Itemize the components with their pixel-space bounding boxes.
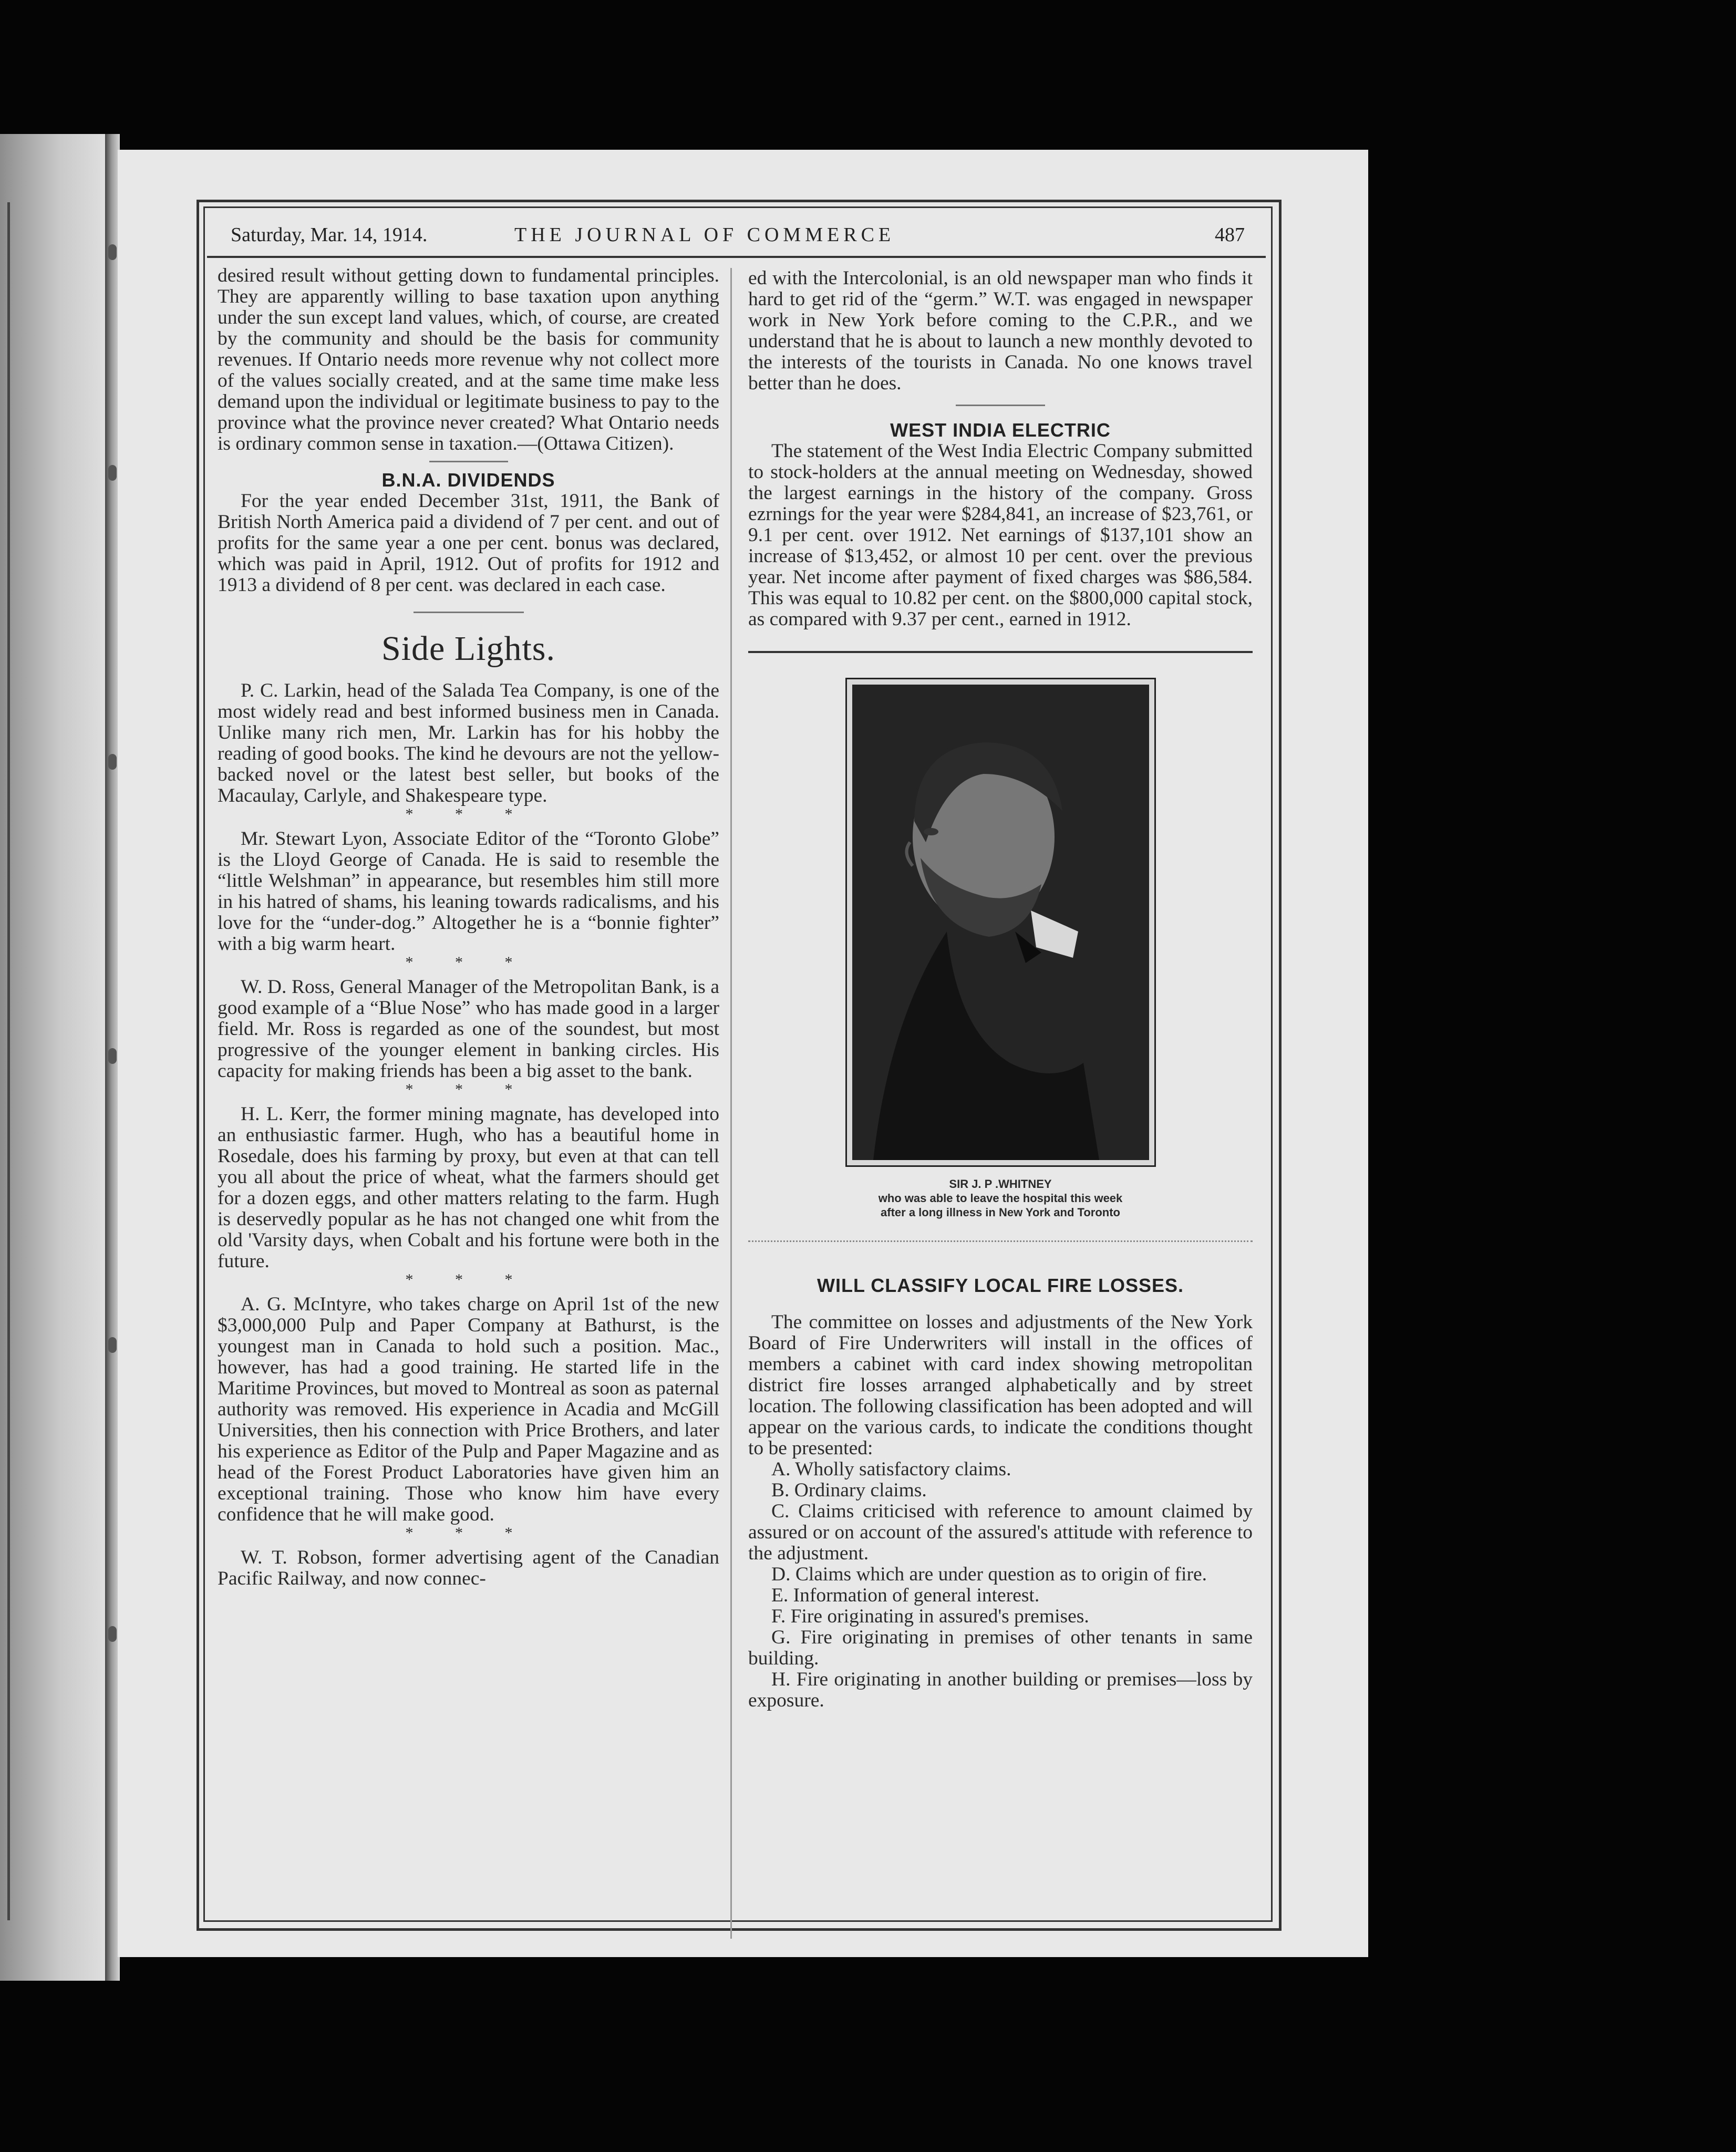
portrait-photo — [847, 679, 1154, 1165]
right-column — [748, 268, 1253, 1711]
adjacent-page-border — [7, 202, 10, 1920]
article-continuation: desired result without getting down to fundamental principles. They are apparently willing to base taxation upon anything under the sun except land values, which, of course, are created by the community and should be the basis for community revenues. If Ontario needs more revenue why not collect more of the values socially created, and at the same time make less demand upon the individual or legitimate business to pay to the province what the province never created? What Ontario needs is ordinary common sense in taxation.—(Ottawa Citizen). — [218, 265, 719, 454]
bna-dividends-heading: B.N.A. DIVIDENDS — [381, 469, 555, 491]
west-india-electric-heading: WEST INDIA ELECTRIC — [890, 419, 1111, 441]
running-header — [231, 223, 1245, 255]
side-light-lyon: Mr. Stewart Lyon, Associate Editor of the “Toronto Globe” is the Lloyd George of Canada. He is said to resemble the “little Welshman” in appearance, but resembles him still more in his hatred of shams, his leaning towards radicalisms, and his love for the “under-dog.” Altogether he is a “bonnie fighter” with a big warm heart. — [218, 828, 719, 955]
fire-loss-item: H. Fire originating in another building or premises—loss by exposure. — [748, 1669, 1253, 1711]
fire-losses-intro: The committee on losses and adjustments of the New York Board of Fire Underwriters will install in the offices of members a cabinet with card index showing metropolitan district fire losses arranged alphabetically and by street location. The following classification has been adopted and will appear on the various cards, to indicate the conditions thought to be presented: — [748, 1311, 1253, 1459]
side-light-robson: W. T. Robson, former advertising agent of the Canadian Pacific Railway, and now connec- — [218, 1547, 719, 1589]
side-light-mcintyre: A. G. McIntyre, who takes charge on April 1st of the new $3,000,000 Pulp and Paper Company at Bathurst, is the youngest man in Canada to hold such a position. Mac., however, has had a good training. He started life in the Maritime Provinces, but moved to Montreal as soon as paternal authority was removed. His experience in Acadia and McGill Universities, then his connection with Price Brothers, and later his experience as Editor of the Pulp and Paper Magazine and as head of the Forest Product Laboratories have given him an exceptional training. Those who know him have every confidence that he will make good. — [218, 1294, 719, 1525]
fire-loss-item: A. Wholly satisfactory claims. — [771, 1458, 1011, 1480]
binding-stitch — [108, 244, 117, 260]
separator-stars: * * * — [405, 1524, 532, 1541]
robson-continued: ed with the Intercolonial, is an old newspaper man who finds it hard to get rid of the “germ.” W.T. was engaged in newspaper work in New York before coming to the C.P.R., and we understand that he is about to launch a new monthly devoted to the interests of the tourists in Canada. No one knows travel better than he does. — [748, 267, 1253, 394]
fire-loss-item: B. Ordinary claims. — [771, 1480, 927, 1501]
separator-stars: * * * — [405, 1271, 532, 1288]
separator-stars: * * * — [405, 954, 532, 971]
photo-caption-line: after a long illness in New York and Toronto — [881, 1206, 1120, 1219]
separator-stars: * * * — [405, 805, 532, 823]
page-number: 487 — [1215, 224, 1245, 246]
binding-stitch — [108, 1048, 117, 1064]
left-column — [218, 265, 719, 1589]
photo-caption-name: SIR J. P .WHITNEY — [949, 1177, 1052, 1191]
side-light-kerr: H. L. Kerr, the former mining magnate, has developed into an enthusiastic farmer. Hugh, who has a beautiful home in Rosedale, does his farming by proxy, but even at that can tell you all about the price of wheat, what the farmers should get for a dozen eggs, and other matters relating to the farm. Hugh is deservedly popular as he has not changed one whit from the old 'Varsity days, when Cobalt and his fortune were both in the future. — [218, 1103, 719, 1272]
section-rule — [429, 461, 508, 462]
journal-title: THE JOURNAL OF COMMERCE — [514, 224, 895, 246]
issue-date: Saturday, Mar. 14, 1914. — [231, 224, 428, 246]
portrait-image — [852, 685, 1149, 1160]
fire-loss-item: E. Information of general interest. — [771, 1585, 1040, 1606]
side-light-ross: W. D. Ross, General Manager of the Metropolitan Bank, is a good example of a “Blue Nose” who has made good in a larger field. Mr. Ross is regarded as one of the soundest, but most progressive of the younger element in banking circles. His capacity for making friends has been a big asset to the bank. — [218, 976, 719, 1082]
photo-caption-line: who was able to leave the hospital this week — [878, 1192, 1123, 1205]
section-rule — [748, 1240, 1253, 1244]
binding-stitch — [108, 754, 117, 770]
bna-dividends-text: For the year ended December 31st, 1911, the Bank of British North America paid a dividend of 7 per cent. and out of profits for the same year a one per cent. bonus was declared, which was paid in April, 1912. Out of profits for 1912 and 1913 a dividend of 8 per cent. was declared in each case. — [218, 490, 719, 596]
column-divider — [730, 268, 732, 1939]
header-rule — [207, 256, 1266, 258]
journal-page — [118, 150, 1368, 1957]
fire-losses-heading: WILL CLASSIFY LOCAL FIRE LOSSES. — [817, 1275, 1184, 1296]
side-light-larkin: P. C. Larkin, head of the Salada Tea Company, is one of the most widely read and best informed business men in Canada. Unlike many rich men, Mr. Larkin has for his hobby the reading of good books. The kind he devours are not the yellow-backed novel or the latest best seller, but books of the Macaulay, Carlyle, and Shakespeare type. — [218, 680, 719, 806]
fire-loss-item: D. Claims which are under question as to origin of fire. — [771, 1564, 1207, 1585]
section-rule — [414, 612, 524, 613]
adjacent-page-edge — [0, 134, 108, 1981]
binding-stitch — [108, 1337, 117, 1353]
separator-stars: * * * — [405, 1081, 532, 1098]
binding-stitch — [108, 1626, 117, 1642]
binding-stitch — [108, 465, 117, 481]
fire-loss-item: C. Claims criticised with reference to amount claimed by assured or on account of the assured's attitude with reference to the adjustment. — [748, 1501, 1253, 1564]
west-india-electric-text: The statement of the West India Electric Company submitted to stock-holders at the annual meeting on Wednesday, showed the largest earnings in the history of the company. Gross ezrnings for the year were $284,841, an increase of $23,761, or 9.1 per cent. over 1912. Net earnings of $137,101 show an increase of $13,452, or almost 10 per cent. over the previous year. Net income after payment of fixed charges was $86,584. This was equal to 10.82 per cent. on the $800,000 capital stock, as compared with 9.37 per cent., earned in 1912. — [748, 440, 1253, 630]
section-rule — [956, 405, 1045, 406]
fire-loss-item: F. Fire originating in assured's premises. — [771, 1606, 1089, 1627]
side-lights-title: Side Lights. — [381, 629, 555, 668]
fire-loss-item: G. Fire originating in premises of other tenants in same building. — [748, 1627, 1253, 1669]
